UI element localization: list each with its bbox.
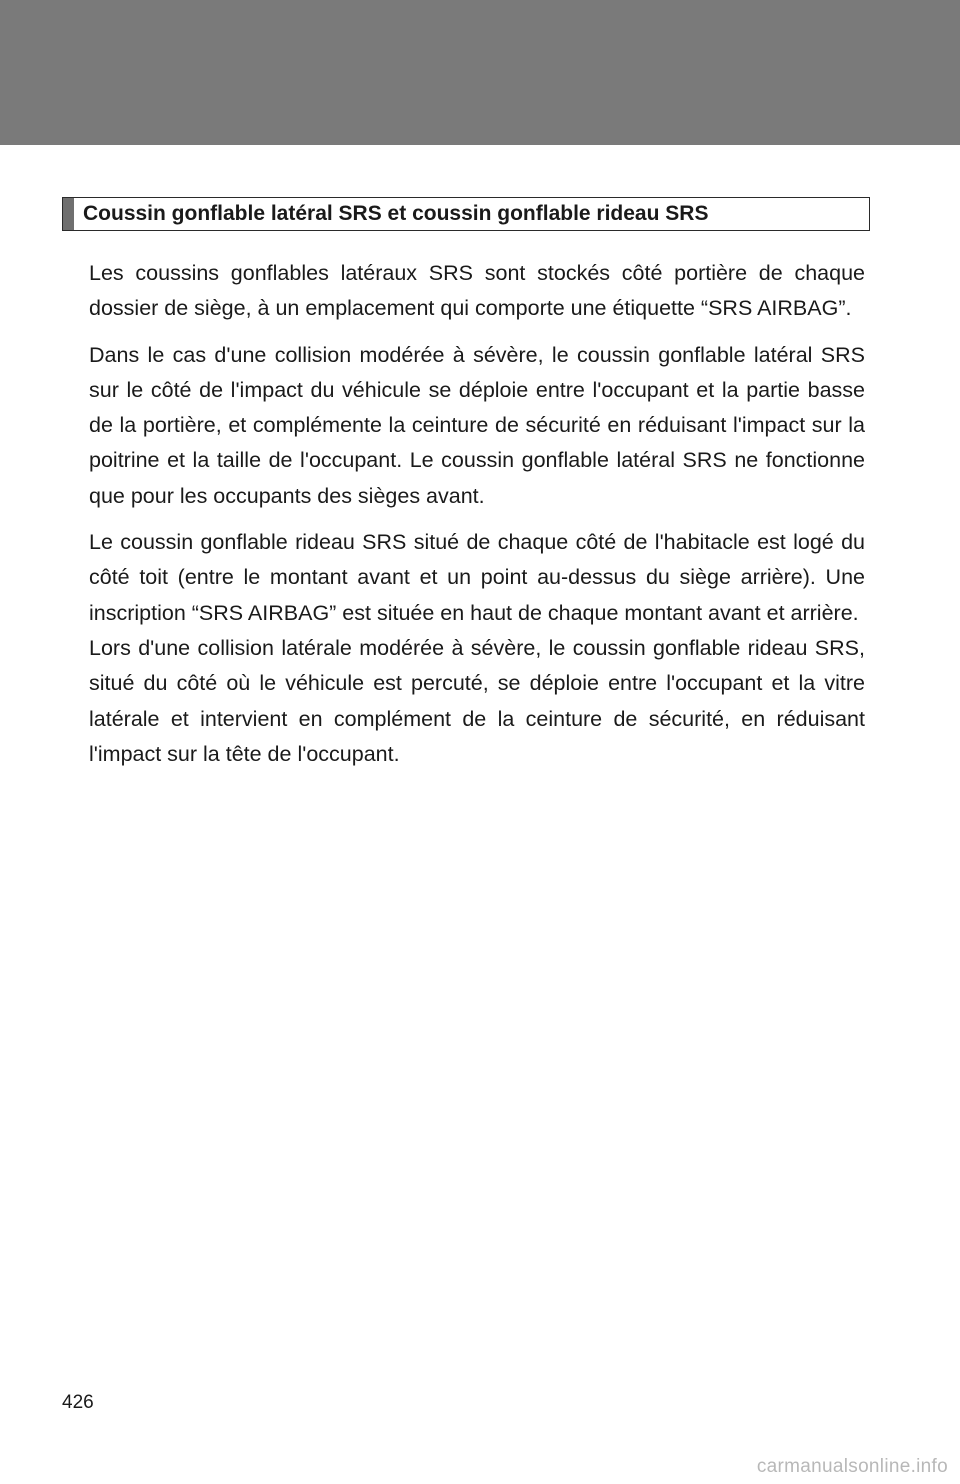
section-heading-text: Coussin gonflable latéral SRS et coussin gonflable rideau SRS (83, 202, 709, 225)
heading-marker (63, 198, 74, 230)
paragraph-side-airbag-deployment: Dans le cas d'une collision modérée à sévère, le coussin gonflable latéral SRS sur le côté de l'impact du véhicule se déploie entre l'occupant et la partie basse de la portière, et complémente la ceinture de sécurité en réduisant l'impact sur la poitrine et la taille de l'occupant. Le coussin gonflable latéral SRS ne fonctionne que pour les occupants des sièges avant. (89, 342, 865, 508)
paragraph-curtain-airbag-deployment: Lors d'une collision latérale modérée à sévère, le coussin gonflable rideau SRS, situé du côté où le véhicule est percuté, se déploie entre l'occupant et la vitre latérale et intervient en complément de la ceinture de sécurité, en réduisant l'impact sur la tête de l'occupant. (89, 635, 865, 766)
header-band (0, 0, 960, 145)
body-text (89, 256, 865, 772)
watermark: carmanualsonline.info (756, 1456, 948, 1477)
section-heading (62, 197, 870, 231)
paragraph-curtain-airbag-location: Le coussin gonflable rideau SRS situé de chaque côté de l'habitacle est logé du côté toit (entre le montant avant et un point au-dessus du siège arrière). Une inscription “SRS AIRBAG” est située en haut de chaque montant avant et arrière. (89, 530, 865, 625)
page-number: 426 (62, 1392, 94, 1413)
paragraph-side-airbag-location: Les coussins gonflables latéraux SRS sont stockés côté portière de chaque dossier de siège, à un emplacement qui comporte une étiquette “SRS AIRBAG”. (89, 261, 865, 321)
